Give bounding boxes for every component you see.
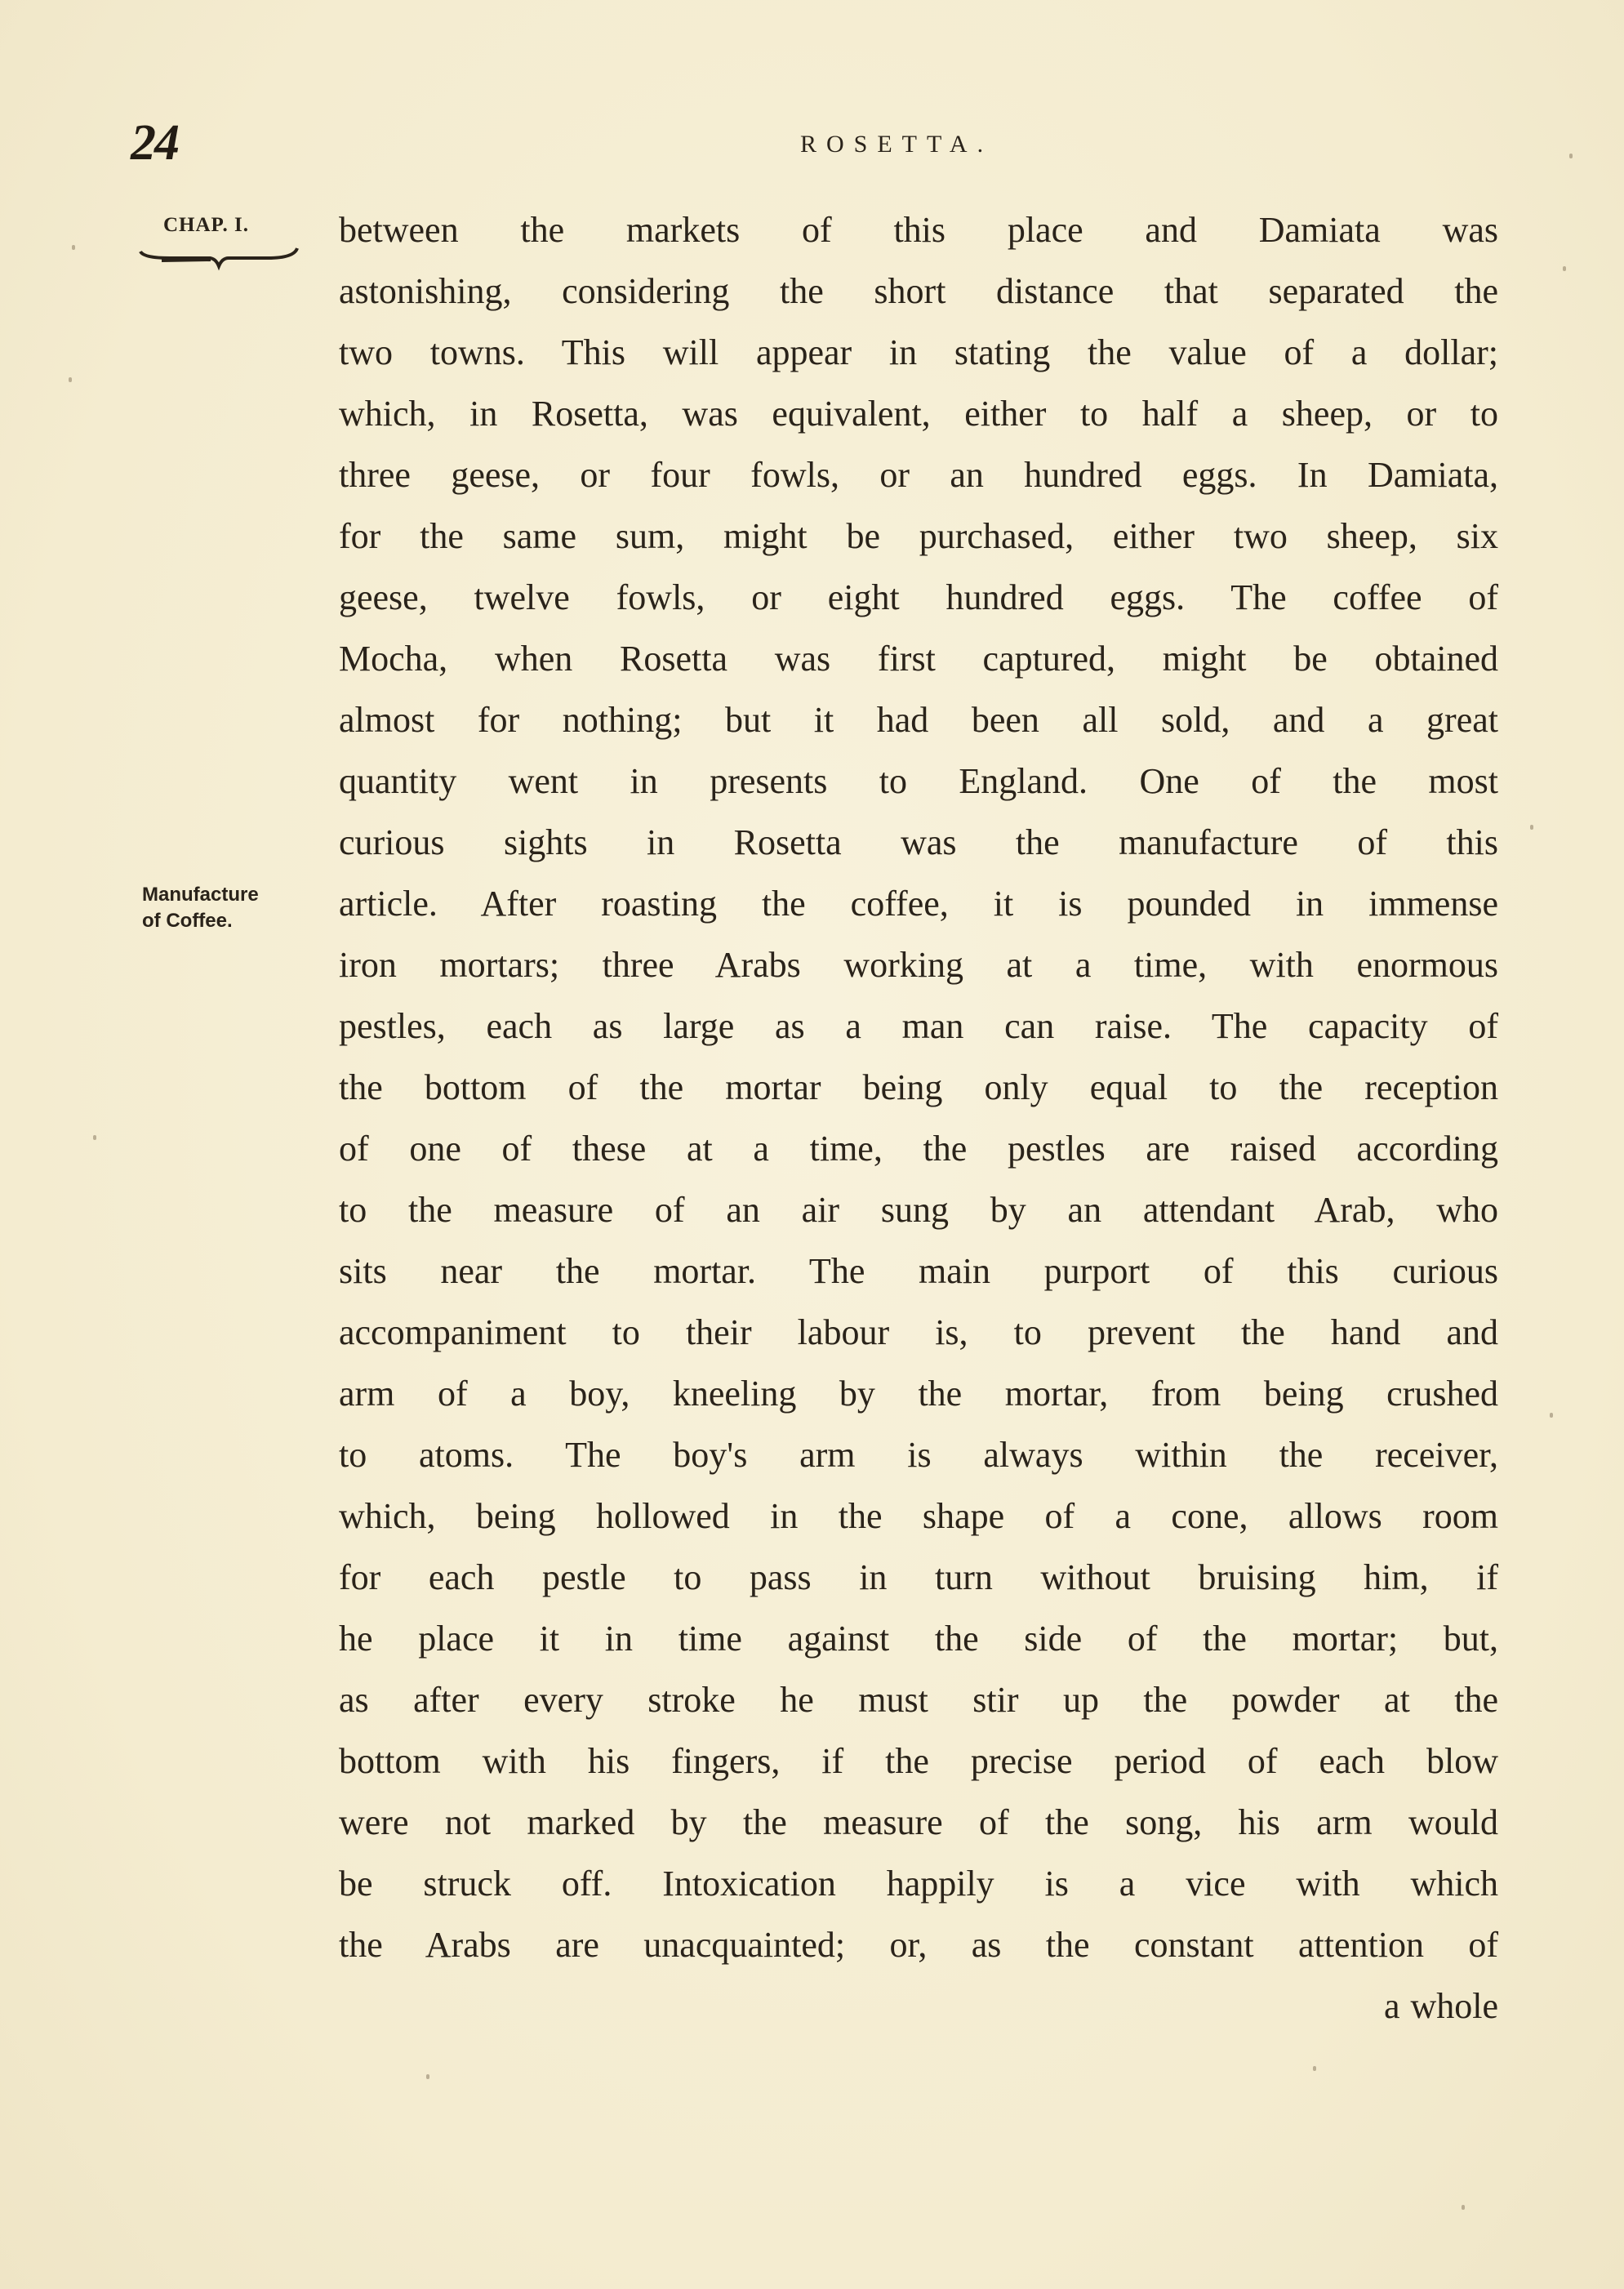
- text-line: which, being hollowed in the shape of a cone, allows room: [339, 1496, 1498, 1536]
- catchword: a whole: [1383, 1986, 1498, 2026]
- text-line: for the same sum, might be purchased, either two sheep, six: [339, 516, 1498, 556]
- paper-speck: [69, 377, 72, 382]
- text-line: iron mortars; three Arabs working at a time, with enormous: [339, 945, 1498, 985]
- text-line: pestles, each as large as a man can raise. The capacity of: [339, 1006, 1498, 1046]
- paper-speck: [1462, 2205, 1465, 2210]
- text-line: almost for nothing; but it had been all sold, and a great: [339, 700, 1498, 740]
- paper-speck: [93, 1135, 96, 1140]
- text-line: the Arabs are unacquainted; or, as the constant attention of: [339, 1925, 1498, 1965]
- text-line: geese, twelve fowls, or eight hundred eggs. The coffee of: [339, 577, 1498, 617]
- text-line: of one of these at a time, the pestles are raised according: [339, 1129, 1498, 1169]
- text-line: two towns. This will appear in stating the value of a dollar;: [339, 332, 1498, 372]
- text-line: accompaniment to their labour is, to prevent the hand and: [339, 1312, 1498, 1352]
- paper-speck: [1569, 154, 1573, 158]
- text-line: as after every stroke he must stir up the powder at the: [339, 1680, 1498, 1720]
- text-line: the bottom of the mortar being only equal to the reception: [339, 1067, 1498, 1107]
- text-line: he place it in time against the side of the mortar; but,: [339, 1619, 1498, 1659]
- text-line: for each pestle to pass in turn without bruising him, if: [339, 1557, 1498, 1597]
- text-line: which, in Rosetta, was equivalent, either to half a sheep, or to: [339, 394, 1498, 434]
- paper-speck: [1550, 1413, 1553, 1418]
- text-line: article. After roasting the coffee, it is pounded in immense: [339, 884, 1498, 924]
- chapter-marker: CHAP. I.: [163, 214, 250, 236]
- text-line: Mocha, when Rosetta was first captured, might be obtained: [339, 639, 1498, 679]
- paper-speck: [426, 2074, 429, 2079]
- chapter-brace-ornament: [137, 243, 300, 276]
- margin-sidenote: [142, 882, 259, 934]
- paper-speck: [72, 245, 75, 250]
- sidenote-line: Manufacture: [142, 884, 259, 906]
- text-line: sits near the mortar. The main purport of this curious: [339, 1251, 1498, 1291]
- text-line: arm of a boy, kneeling by the mortar, from being crushed: [339, 1374, 1498, 1414]
- text-line: bottom with his fingers, if the precise period of each blow: [339, 1741, 1498, 1781]
- text-line: astonishing, considering the short distance that separated the: [339, 271, 1498, 311]
- paper-speck: [1530, 825, 1533, 830]
- text-line: between the markets of this place and Damiata was: [339, 210, 1498, 250]
- text-line: to the measure of an air sung by an attendant Arab, who: [339, 1190, 1498, 1230]
- text-line: were not marked by the measure of the song, his arm would: [339, 1802, 1498, 1842]
- text-line: curious sights in Rosetta was the manufacture of this: [339, 822, 1498, 862]
- paper-speck: [1313, 2066, 1316, 2071]
- sidenote-line: of Coffee.: [142, 910, 233, 932]
- paper-speck: [1563, 266, 1566, 271]
- text-line: quantity went in presents to England. One of the most: [339, 761, 1498, 801]
- text-line: to atoms. The boy's arm is always within the receiver,: [339, 1435, 1498, 1475]
- running-head: ROSETTA.: [800, 131, 994, 158]
- text-line: be struck off. Intoxication happily is a vice with which: [339, 1864, 1498, 1904]
- page-number: 24: [131, 115, 178, 171]
- body-text: [339, 204, 1498, 2042]
- text-line: three geese, or four fowls, or an hundred eggs. In Damiata,: [339, 455, 1498, 495]
